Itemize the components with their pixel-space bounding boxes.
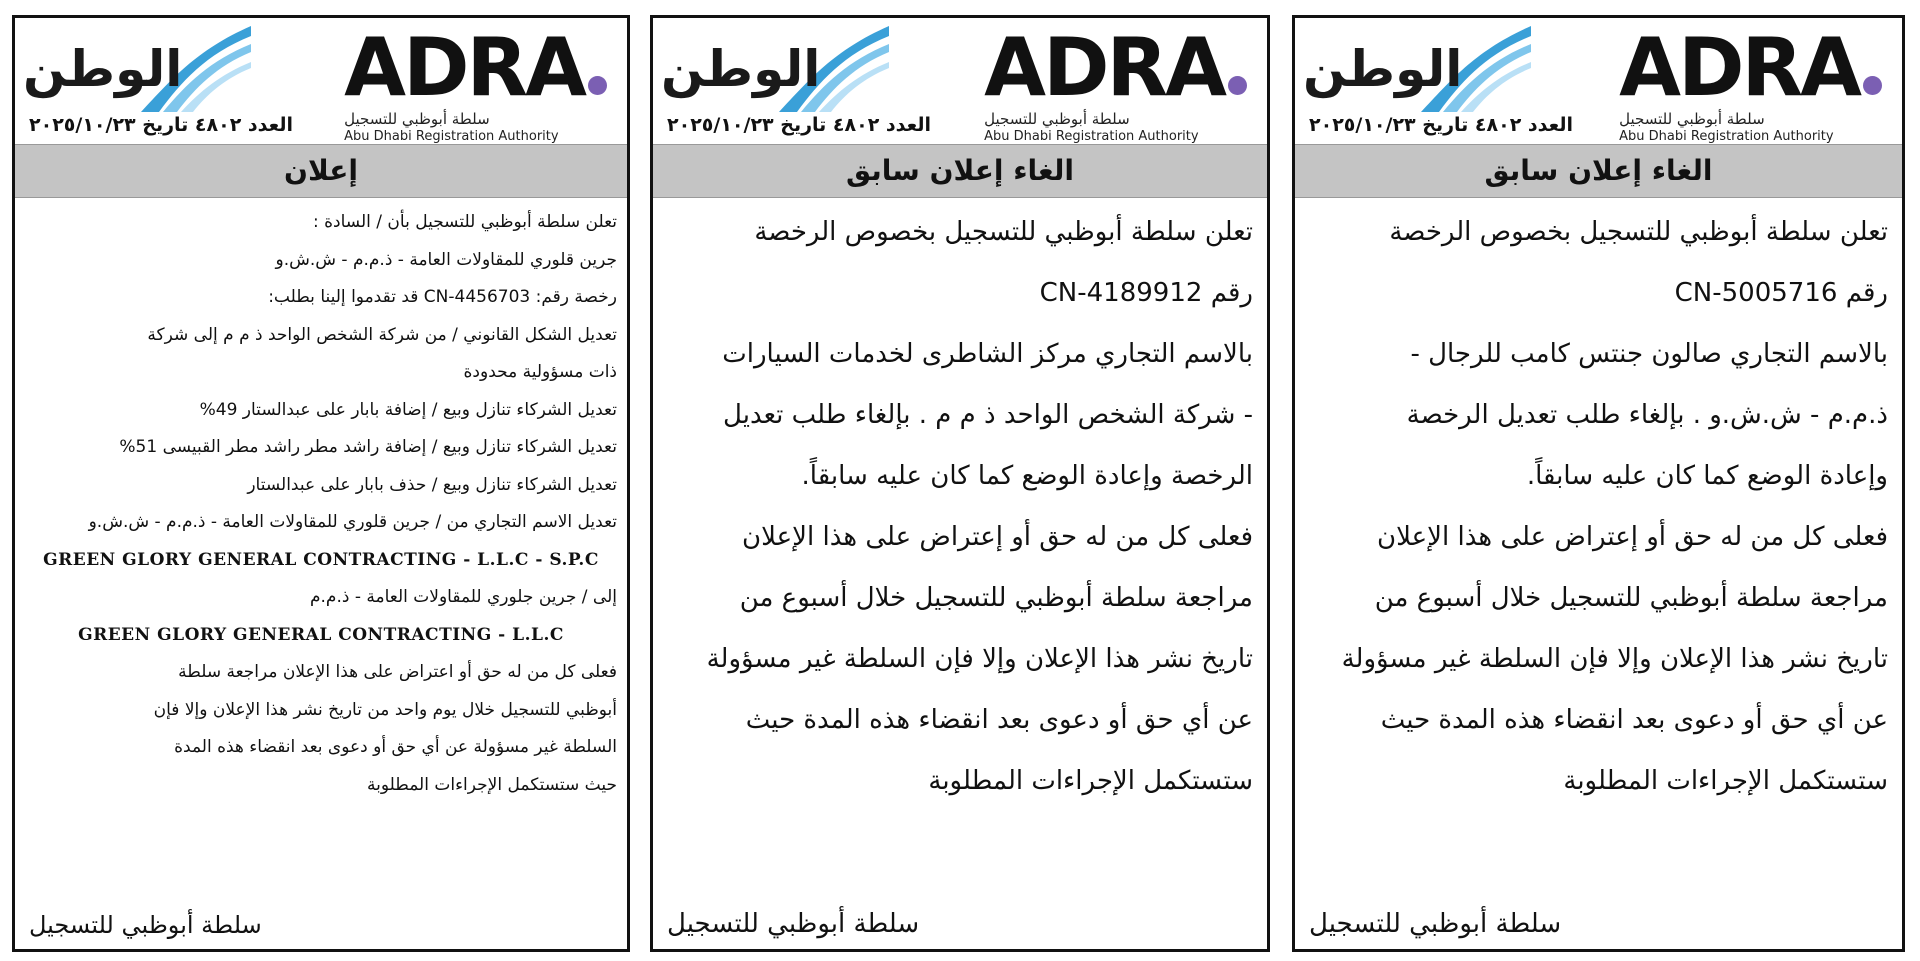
issue-date: العدد ٤٨٠٢ تاريخ ٢٠٢٥/١٠/٢٣ <box>1309 114 1574 136</box>
notice-line: تعديل الشركاء تنازل وبيع / حذف بابار على عبدالستار <box>247 474 617 495</box>
adra-logo-text: ADRA <box>984 21 1224 114</box>
authority-signature: سلطة أبوظبي للتسجيل <box>667 909 920 939</box>
issue-date: العدد ٤٨٠٢ تاريخ ٢٠٢٥/١٠/٢٣ <box>29 114 294 136</box>
al-watan-logo-text: الوطن <box>661 40 821 98</box>
adra-logo-dot <box>1863 76 1882 95</box>
notice-body <box>1295 198 1902 812</box>
notice-line-latin: GREEN GLORY GENERAL CONTRACTING - L.L.C - S.P.C <box>43 549 599 570</box>
notice-line: تعلن سلطة أبوظبي للتسجيل بأن / السادة : <box>313 212 617 232</box>
notice-line: السلطة غير مسؤولة عن أي حق أو دعوى بعد انقضاء هذه المدة <box>174 737 617 757</box>
notice-cancel-cn4189912 <box>650 15 1270 952</box>
notice-line: عن أي حق أو دعوى بعد انقضاء هذه المدة حيث <box>745 705 1253 735</box>
notice-line: وإعادة الوضع كما كان عليه سابقاً. <box>1526 461 1888 491</box>
notice-line: رقم CN-5005716 <box>1674 278 1888 308</box>
authority-signature: سلطة أبوظبي للتسجيل <box>1309 909 1562 939</box>
adra-arabic-name: سلطة أبوظبي للتسجيل <box>984 110 1130 128</box>
notice-line: فعلى كل من له حق أو إعتراض على هذا الإعلان <box>742 522 1253 552</box>
notice-line: رقم CN-4189912 <box>1039 278 1253 308</box>
notice-line: تعلن سلطة أبوظبي للتسجيل بخصوص الرخصة <box>754 217 1253 247</box>
notice-header <box>653 18 1267 144</box>
adra-arabic-name: سلطة أبوظبي للتسجيل <box>1619 110 1765 128</box>
notice-line: أبوظبي للتسجيل خلال يوم واحد من تاريخ نشر هذا الإعلان وإلا فإن <box>153 699 617 720</box>
notice-green-glory <box>12 15 630 952</box>
adra-logo <box>344 21 607 146</box>
notice-header <box>15 18 627 144</box>
notice-line: الرخصة وإعادة الوضع كما كان عليه سابقاً. <box>801 461 1253 491</box>
notice-line: تاريخ نشر هذا الإعلان وإلا فإن السلطة غير مسؤولة <box>1341 644 1888 674</box>
notice-line: تعلن سلطة أبوظبي للتسجيل بخصوص الرخصة <box>1389 217 1888 247</box>
notice-cancel-cn5005716 <box>1292 15 1905 952</box>
al-watan-logo-text: الوطن <box>1303 40 1463 98</box>
notice-body <box>15 198 627 804</box>
notice-header <box>1295 18 1902 144</box>
adra-logo <box>984 21 1247 146</box>
notice-line: إلى / جرين جلوري للمقاولات العامة - ذ.م.م <box>309 587 617 607</box>
notice-line: عن أي حق أو دعوى بعد انقضاء هذه المدة حيث <box>1380 705 1888 735</box>
notice-line-latin: GREEN GLORY GENERAL CONTRACTING - L.L.C <box>78 624 564 645</box>
notice-line: بالاسم التجاري صالون جنتس كامب للرجال - <box>1410 339 1888 369</box>
adra-logo-dot <box>588 76 607 95</box>
al-watan-logo-text: الوطن <box>23 40 183 98</box>
authority-signature: سلطة أبوظبي للتسجيل <box>29 911 262 939</box>
notice-line: مراجعة سلطة أبوظبي للتسجيل خلال أسبوع من <box>739 583 1253 613</box>
notice-line: جرين قلوري للمقاولات العامة - ذ.م.م - ش.ش.و <box>275 249 617 270</box>
notice-line: تعديل الاسم التجاري من / جرين قلوري للمقاولات العامة - ذ.م.م - ش.ش.و <box>88 512 617 532</box>
adra-logo-dot <box>1228 76 1247 95</box>
notice-line: فعلى كل من له حق أو إعتراض على هذا الإعلان <box>1377 522 1888 552</box>
notice-line: تعديل الشكل القانوني / من شركة الشخص الواحد ذ م م إلى شركة <box>147 324 617 345</box>
notice-line: ستستكمل الإجراءات المطلوبة <box>928 766 1253 796</box>
notice-line: تعديل الشركاء تنازل وبيع / إضافة راشد مطر راشد مطر القبيسى 51% <box>119 437 617 457</box>
adra-english-name: Abu Dhabi Registration Authority <box>984 129 1199 144</box>
notice-line: فعلى كل من له حق أو اعتراض على هذا الإعلان مراجعة سلطة <box>178 662 617 682</box>
issue-date: العدد ٤٨٠٢ تاريخ ٢٠٢٥/١٠/٢٣ <box>667 114 932 136</box>
notice-line: - شركة الشخص الواحد ذ م م . بإلغاء طلب تعديل <box>723 400 1253 430</box>
notice-line: حيث ستستكمل الإجراءات المطلوبة <box>367 774 617 795</box>
adra-arabic-name: سلطة أبوظبي للتسجيل <box>344 110 490 128</box>
adra-english-name: Abu Dhabi Registration Authority <box>344 129 559 144</box>
notice-title: الغاء إعلان سابق <box>653 144 1267 198</box>
notice-line: ستستكمل الإجراءات المطلوبة <box>1563 766 1888 796</box>
notice-line: رخصة رقم: CN-4456703 قد تقدموا إلينا بطلب: <box>268 287 617 307</box>
notice-body <box>653 198 1267 812</box>
adra-logo-text: ADRA <box>344 21 584 114</box>
adra-logo-text: ADRA <box>1619 21 1859 114</box>
notice-line: بالاسم التجاري مركز الشاطرى لخدمات السيارات <box>722 339 1253 369</box>
adra-logo <box>1619 21 1882 146</box>
notice-title: إعلان <box>15 144 627 198</box>
notice-line: تعديل الشركاء تنازل وبيع / إضافة بابار على عبدالستار 49% <box>199 399 617 420</box>
notice-title: الغاء إعلان سابق <box>1295 144 1902 198</box>
notice-line: ذ.م.م - ش.ش.و . بإلغاء طلب تعديل الرخصة <box>1406 400 1888 430</box>
notice-line: ذات مسؤولية محدودة <box>463 362 617 382</box>
notice-line: مراجعة سلطة أبوظبي للتسجيل خلال أسبوع من <box>1374 583 1888 613</box>
notice-line: تاريخ نشر هذا الإعلان وإلا فإن السلطة غير مسؤولة <box>706 644 1253 674</box>
adra-english-name: Abu Dhabi Registration Authority <box>1619 129 1834 144</box>
